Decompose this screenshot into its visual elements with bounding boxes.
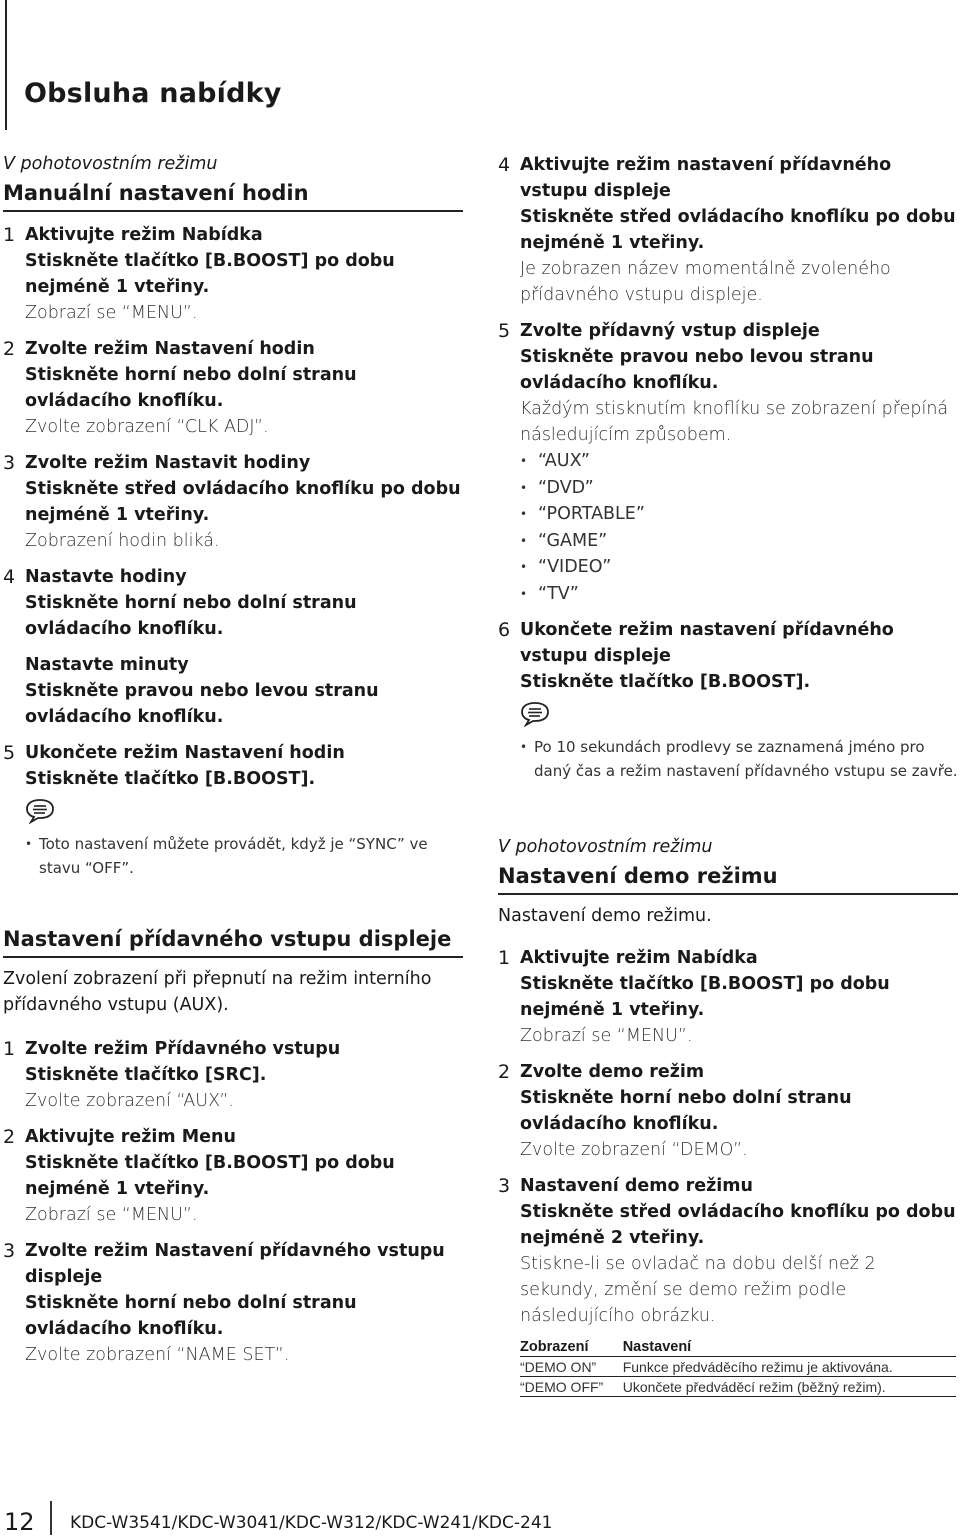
step-result: Je zobrazen název momentálně zvoleného přídavného vstupu displeje. — [520, 259, 891, 305]
step-result: Stiskne-li se ovladač na dobu delší než 2 sekundy, změní se demo režim podle následujícího obrázku. — [520, 1254, 876, 1326]
step — [498, 318, 958, 607]
step — [3, 1124, 463, 1228]
step-title: Aktivujte režim Nabídka — [520, 948, 758, 968]
step-instruction: Stiskněte tlačítko [SRC]. — [25, 1065, 267, 1085]
step-result: Zobrazí se “MENU”. — [25, 303, 198, 323]
step-title: Zvolte režim Nastavení hodin — [25, 339, 315, 359]
right-column — [498, 152, 958, 1397]
option-item: • “GAME” — [520, 528, 958, 555]
step-title: Aktivujte režim Nabídka — [25, 225, 263, 245]
note-text: • Toto nastavení můžete provádět, když je “SYNC” ve stavu “OFF”. — [25, 832, 463, 880]
footer-divider — [50, 1501, 52, 1535]
table-row — [520, 1357, 956, 1377]
step-result: Každým stisknutím knoflíku se zobrazení přepíná následujícím způsobem. — [520, 399, 949, 445]
step-instruction: Stiskněte horní nebo dolní stranu ovládacího knoflíku. — [25, 593, 357, 639]
step-instruction: Stiskněte horní nebo dolní stranu ovládacího knoflíku. — [25, 365, 357, 411]
step-result: Zvolte zobrazení “NAME SET”. — [25, 1345, 290, 1365]
option-item: • “TV” — [520, 581, 958, 608]
step — [3, 740, 463, 880]
step-instruction: Stiskněte střed ovládacího knoflíku po dobu nejméně 1 vteřiny. — [25, 479, 461, 525]
step — [3, 450, 463, 554]
step-instruction: Stiskněte tlačítko [B.BOOST]. — [25, 769, 316, 789]
step — [3, 222, 463, 326]
table-header: Zobrazení — [520, 1337, 623, 1357]
step — [3, 564, 463, 730]
step — [498, 152, 958, 308]
step-number: 1 — [3, 224, 16, 246]
step-number: 2 — [498, 1061, 511, 1083]
step-title: Zvolte režim Nastavení přídavného vstupu displeje — [25, 1241, 445, 1287]
step-title: Nastavte minuty — [25, 655, 189, 675]
step-instruction: Stiskněte střed ovládacího knoflíku po dobu nejméně 1 vteřiny. — [520, 207, 956, 253]
step — [498, 1059, 958, 1163]
step-instruction: Stiskněte horní nebo dolní stranu ovládacího knoflíku. — [25, 1293, 357, 1339]
option-item: • “AUX” — [520, 448, 958, 475]
step-result: Zobrazí se “MENU”. — [520, 1026, 693, 1046]
step-number: 5 — [3, 742, 16, 764]
table-cell: Funkce předváděcího režimu je aktivována. — [623, 1357, 956, 1377]
step-instruction: Stiskněte střed ovládacího knoflíku po dobu nejméně 2 vteřiny. — [520, 1202, 956, 1248]
step-instruction: Stiskněte horní nebo dolní stranu ovládacího knoflíku. — [520, 1088, 852, 1134]
context-label: V pohotovostním režimu — [3, 154, 218, 174]
step-instruction: Stiskněte pravou nebo levou stranu ovládacího knoflíku. — [25, 681, 379, 727]
step-instruction: Stiskněte tlačítko [B.BOOST]. — [520, 672, 811, 692]
option-item: • “PORTABLE” — [520, 501, 958, 528]
step-result: Zobrazí se “MENU”. — [25, 1205, 198, 1225]
step — [3, 336, 463, 440]
step-result: Zobrazení hodin bliká. — [25, 531, 220, 551]
step-title: Ukončete režim nastavení přídavného vstupu displeje — [520, 620, 894, 666]
step — [3, 1036, 463, 1114]
step-number: 3 — [3, 1240, 16, 1262]
option-item: • “DVD” — [520, 475, 958, 502]
note-icon — [520, 701, 550, 727]
step-instruction: Stiskněte tlačítko [B.BOOST] po dobu nejméně 1 vteřiny. — [25, 251, 395, 297]
demo-table — [520, 1337, 956, 1397]
step-title: Nastavení demo režimu — [520, 1176, 753, 1196]
table-cell: “DEMO OFF” — [520, 1377, 623, 1397]
step-instruction: Stiskněte pravou nebo levou stranu ovládacího knoflíku. — [520, 347, 874, 393]
step-number: 3 — [498, 1175, 511, 1197]
step-number: 2 — [3, 1126, 16, 1148]
note-icon — [25, 798, 55, 824]
step-number: 4 — [3, 566, 16, 588]
section-intro: Zvolení zobrazení při přepnutí na režim interního přídavného vstupu (AUX). — [3, 969, 432, 1015]
step-result: Zvolte zobrazení “AUX”. — [25, 1091, 234, 1111]
step-title: Zvolte režim Nastavit hodiny — [25, 453, 311, 473]
section-title-aux: Nastavení přídavného vstupu displeje — [3, 924, 463, 958]
step — [498, 945, 958, 1049]
step-number: 1 — [498, 947, 511, 969]
left-column — [3, 150, 463, 1368]
step-number: 3 — [3, 452, 16, 474]
step — [3, 1238, 463, 1368]
table-cell: Ukončete předváděcí režim (běžný režim). — [623, 1377, 956, 1397]
table-row — [520, 1377, 956, 1397]
context-label: V pohotovostním režimu — [498, 837, 713, 857]
option-item: • “VIDEO” — [520, 554, 958, 581]
page-title: Obsluha nabídky — [24, 78, 282, 109]
section-title-clock: Manuální nastavení hodin — [3, 178, 463, 212]
table-header: Nastavení — [623, 1337, 956, 1357]
table-cell: “DEMO ON” — [520, 1357, 623, 1377]
step-number: 6 — [498, 619, 511, 641]
step-title: Ukončete režim Nastavení hodin — [25, 743, 345, 763]
step-title: Aktivujte režim Menu — [25, 1127, 236, 1147]
step-number: 2 — [3, 338, 16, 360]
step — [498, 1173, 958, 1329]
step-title: Zvolte demo režim — [520, 1062, 705, 1082]
section-intro: Nastavení demo režimu. — [498, 906, 712, 926]
note-text: • Po 10 sekundách prodlevy se zaznamená jméno pro daný čas a režim nastavení přídavného vstupu se zavře. — [520, 735, 958, 783]
step-instruction: Stiskněte tlačítko [B.BOOST] po dobu nejméně 1 vteřiny. — [520, 974, 890, 1020]
page-number: 12 — [4, 1508, 35, 1536]
step-number: 5 — [498, 320, 511, 342]
step-title: Zvolte režim Přídavného vstupu — [25, 1039, 341, 1059]
step-title: Aktivujte režim nastavení přídavného vstupu displeje — [520, 155, 892, 201]
margin-rule — [5, 0, 7, 130]
step-number: 4 — [498, 154, 511, 176]
step-number: 1 — [3, 1038, 16, 1060]
section-title-demo: Nastavení demo režimu — [498, 861, 958, 895]
step-instruction: Stiskněte tlačítko [B.BOOST] po dobu nejméně 1 vteřiny. — [25, 1153, 395, 1199]
step-result: Zvolte zobrazení “CLK ADJ”. — [25, 417, 269, 437]
step-title: Zvolte přídavný vstup displeje — [520, 321, 820, 341]
step-title: Nastavte hodiny — [25, 567, 187, 587]
step — [498, 617, 958, 783]
step-result: Zvolte zobrazení “DEMO”. — [520, 1140, 748, 1160]
model-list: KDC-W3541/KDC-W3041/KDC-W312/KDC-W241/KDC-241 — [70, 1513, 553, 1533]
